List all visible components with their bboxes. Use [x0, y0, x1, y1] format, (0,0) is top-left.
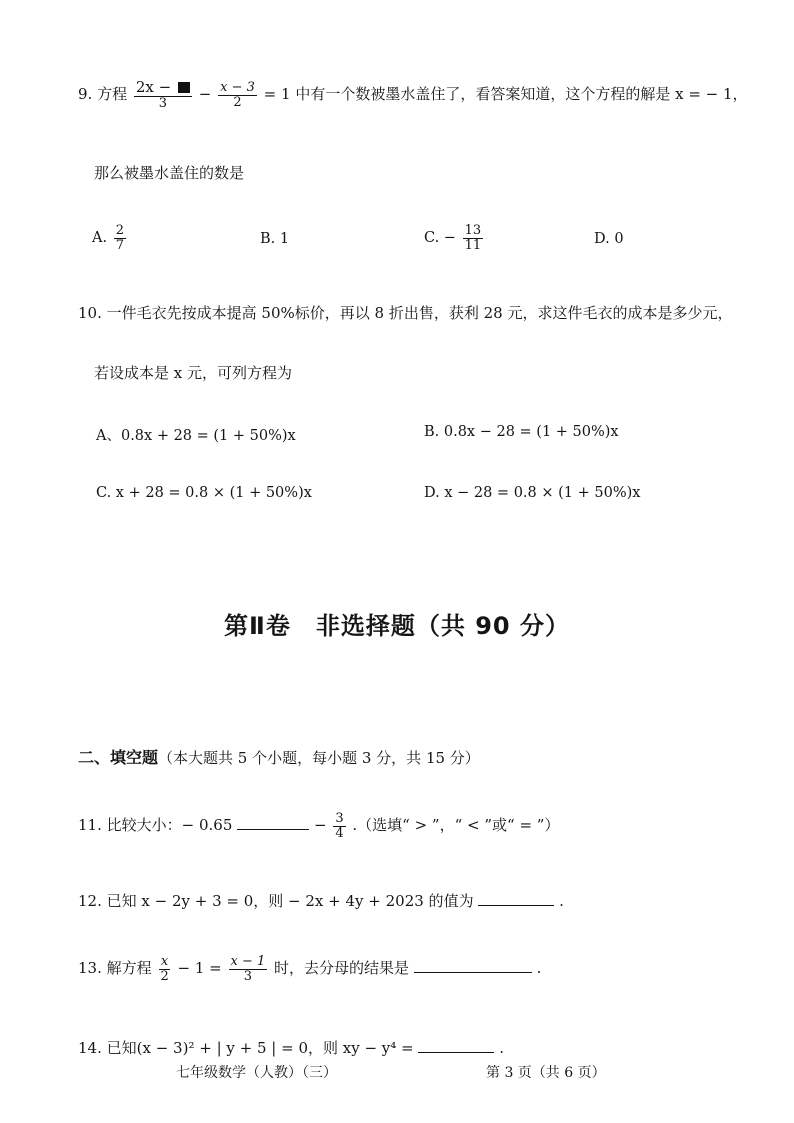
option-c: C. − $\frac{13}{11}$ [424, 223, 482, 253]
option-d: D. 0 [594, 231, 624, 247]
question-10-line-2: 若设成本是 x 元，可列方程为 [94, 364, 292, 382]
question-text: 方程 [97, 85, 128, 104]
footer-subject: 七年级数学（人教）（三） [176, 1065, 337, 1081]
question-13: 13. 解方程 $\frac{x}{2}$ − 1 = $\frac{x - 1}{3}$ 时，去分母的结果是 . [78, 954, 542, 984]
page-number: 第 3 页（共 6 页） [486, 1065, 606, 1081]
answer-blank[interactable] [237, 829, 309, 830]
question-number: 10. [78, 304, 102, 322]
question-text: = 1 中有一个数被墨水盖住了，看答案知道，这个方程的解是 x = − 1， [263, 85, 748, 104]
part-heading: 二、填空题（本大题共 5 个小题，每小题 3 分，共 15 分） [78, 748, 480, 767]
question-12: 12. 已知 x − 2y + 3 = 0，则 − 2x + 4y + 2023 的值为 . [78, 892, 564, 910]
question-11: 11. 比较大小：− 0.65 − $\frac{3}{4}$ .（选填“ > ”，“ < ”或“ = ”） [78, 811, 560, 841]
option-b: B. 0.8x − 28 = (1 + 50%)x [424, 424, 619, 440]
option-d: D. x − 28 = 0.8 × (1 + 50%)x [424, 485, 641, 501]
option-a: A、0.8x + 28 = (1 + 50%)x [96, 428, 296, 444]
answer-blank[interactable] [414, 972, 532, 973]
ink-blot [178, 82, 190, 93]
question-number: 12. [78, 892, 102, 910]
option-b: B. 1 [260, 231, 290, 247]
question-number: 9. [78, 85, 93, 104]
question-number: 11. [78, 816, 102, 835]
fraction: $\frac{x - 3}{2}$ [220, 80, 255, 110]
question-9-line-2: 那么被墨水盖住的数是 [94, 164, 245, 182]
question-14: 14. 已知(x − 3)² + | y + 5 | = 0，则 xy − y⁴ = . [78, 1039, 504, 1057]
question-text: 一件毛衣先按成本提高 50%标价，再以 8 折出售，获利 28 元，求这件毛衣的成本是多少元， [106, 304, 733, 322]
option-a: A. $\frac{2}{7}$ [92, 223, 124, 253]
option-c: C. x + 28 = 0.8 × (1 + 50%)x [96, 485, 312, 501]
fraction: $\frac{2x -}{3}$ [134, 80, 192, 110]
question-number: 14. [78, 1039, 102, 1057]
question-10 [78, 302, 732, 323]
question-9: 9. 方程 $\frac{2x -}{3}$ − $\frac{x - 3}{2}$ = 1 中有一个数被墨水盖住了，看答案知道，这个方程的解是 x = − 1， [78, 78, 748, 111]
section-title: 第Ⅱ卷 非选择题（共 90 分） [224, 612, 570, 640]
question-number: 13. [78, 959, 102, 978]
answer-blank[interactable] [478, 905, 554, 906]
answer-blank[interactable] [418, 1052, 494, 1053]
